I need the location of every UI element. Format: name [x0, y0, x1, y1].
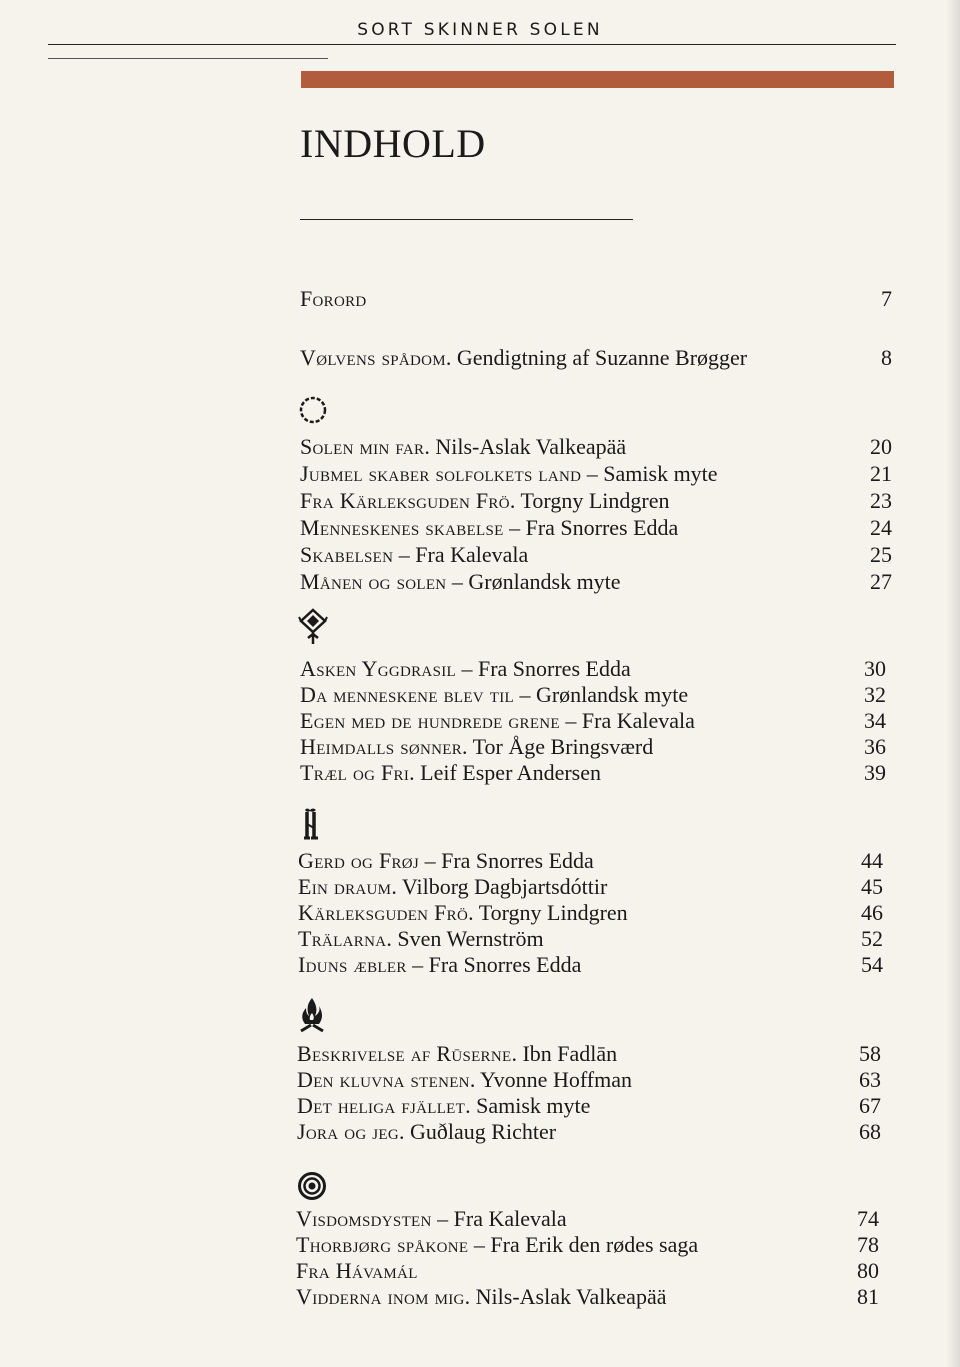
header-rule: [48, 44, 896, 45]
entry-author: Fra Snorres Edda: [441, 848, 594, 873]
entry-title: Thorbjørg spåkone: [296, 1232, 469, 1257]
entry-page: 23: [870, 488, 892, 513]
entry-title: Den kluvna stenen: [297, 1067, 470, 1092]
toc-entry: Månen og solen – Grønlandsk myte 27: [300, 569, 892, 594]
entry-page: 80: [857, 1258, 879, 1283]
entry-author: Nils-Aslak Valkeapää: [435, 434, 627, 459]
entry-page: 24: [870, 515, 892, 540]
entry-page: 7: [881, 286, 892, 311]
page-edge-shadow: [946, 0, 960, 1367]
entry-page: 20: [870, 434, 892, 459]
toc-entry: Trälarna. Sven Wernström 52: [298, 926, 883, 951]
entry-title: Asken Yggdrasil: [300, 656, 456, 681]
toc-entry: Fra Kärleksguden Frö. Torgny Lindgren 23: [300, 488, 892, 513]
entry-author: Guðlaug Richter: [410, 1119, 557, 1144]
toc-entry: Iduns æbler – Fra Snorres Edda 54: [298, 952, 883, 977]
entry-title: Egen med de hundrede grene: [300, 708, 560, 733]
entry-title: Det heliga fjället: [297, 1093, 466, 1118]
rune-symbol-icon: [298, 806, 328, 842]
entry-page: 25: [870, 542, 892, 567]
entry-title: Iduns æbler: [298, 952, 407, 977]
toc-entry: Jora og jeg. Guðlaug Richter 68: [297, 1119, 881, 1144]
eye-symbol-icon: [297, 1171, 327, 1201]
entry-author: Grønlandsk myte: [535, 682, 689, 707]
entry-title: Gerd og Frøj: [298, 848, 420, 873]
toc-entry: Beskrivelse af Rūserne. Ibn Fadlān 58: [297, 1041, 881, 1066]
entry-page: 63: [859, 1067, 881, 1092]
entry-title: Jora og jeg: [297, 1119, 400, 1144]
toc-entry: Den kluvna stenen. Yvonne Hoffman 63: [297, 1067, 881, 1092]
toc-entry: Vølvens spådom. Gendigtning af Suzanne Brøgger 8: [300, 345, 892, 370]
entry-page: 27: [870, 569, 892, 594]
entry-author: Torgny Lindgren: [478, 900, 628, 925]
toc-entry: Skabelsen – Fra Kalevala 25: [300, 542, 892, 567]
entry-author: Yvonne Hoffman: [480, 1067, 632, 1092]
toc-entry: [300, 286, 892, 312]
moon-sun-symbol-icon: [298, 395, 328, 425]
entry-title: Månen og solen: [300, 569, 447, 594]
accent-bar: [301, 71, 894, 88]
entry-author: Gendigtning af Suzanne Brøgger: [456, 345, 748, 370]
entry-title: Vølvens spådom: [300, 345, 446, 370]
running-head: SORT SKINNER SOLEN: [357, 20, 603, 40]
toc-entry: Thorbjørg spåkone – Fra Erik den rødes saga 78: [296, 1232, 879, 1257]
title-rule: [300, 219, 633, 220]
entry-author: Grønlandsk myte: [468, 569, 621, 594]
entry-title: Da menneskene blev til: [300, 682, 514, 707]
entry-page: 34: [864, 708, 886, 733]
entry-author: Torgny Lindgren: [520, 488, 670, 513]
entry-author: Fra Snorres Edda: [428, 952, 582, 977]
entry-title: Skabelsen: [300, 542, 394, 567]
entry-title: Jubmel skaber solfolkets land: [300, 461, 582, 486]
entry-page: 36: [864, 734, 886, 759]
entry-author: Samisk myte: [476, 1093, 591, 1118]
entry-title: Fra Hávamál: [296, 1258, 418, 1283]
entry-page: 68: [859, 1119, 881, 1144]
entry-page: 58: [859, 1041, 881, 1066]
entry-page: 81: [857, 1284, 879, 1309]
entry-author: Fra Kalevala: [453, 1206, 567, 1231]
entry-author: Vilborg Dagbjartsdóttir: [401, 874, 608, 899]
entry-title: Trälarna: [298, 926, 387, 951]
entry-page: 78: [857, 1232, 879, 1257]
entry-title: Menneskenes skabelse: [300, 515, 504, 540]
toc-entry: Visdomsdysten – Fra Kalevala 74: [296, 1206, 879, 1231]
toc-entry: Jubmel skaber solfolkets land – Samisk myte 21: [300, 461, 892, 486]
entry-page: 8: [881, 345, 892, 370]
entry-page: 74: [857, 1206, 879, 1231]
entry-author: Nils-Aslak Valkeapää: [475, 1284, 667, 1309]
toc-entry: Egen med de hundrede grene – Fra Kalevala 34: [300, 708, 886, 733]
entry-author: Fra Kalevala: [415, 542, 529, 567]
entry-page: 32: [864, 682, 886, 707]
fire-symbol-icon: [297, 996, 327, 1034]
toc-entry: Gerd og Frøj – Fra Snorres Edda 44: [298, 848, 883, 873]
entry-page: 45: [861, 874, 883, 899]
toc-entry: Solen min far. Nils-Aslak Valkeapää 20: [300, 434, 892, 459]
entry-page: 54: [861, 952, 883, 977]
toc-entry: Heimdalls sønner. Tor Åge Bringsværd 36: [300, 734, 886, 759]
toc-entry: Vidderna inom mig. Nils-Aslak Valkeapää 81: [296, 1284, 879, 1309]
entry-author: Fra Snorres Edda: [477, 656, 631, 681]
entry-page: 39: [864, 760, 886, 785]
entry-title: Vidderna inom mig: [296, 1284, 465, 1309]
toc-entry: Det heliga fjället. Samisk myte 67: [297, 1093, 881, 1118]
entry-title: Solen min far: [300, 434, 425, 459]
entry-author: Tor Åge Bringsværd: [472, 734, 654, 759]
toc-entry: Da menneskene blev til – Grønlandsk myte 32: [300, 682, 886, 707]
entry-page: 52: [861, 926, 883, 951]
entry-author: Fra Snorres Edda: [525, 515, 679, 540]
entry-page: 44: [861, 848, 883, 873]
entry-title: Fra Kärleksguden Frö: [300, 488, 510, 513]
entry-title: Kärleksguden Frö: [298, 900, 469, 925]
entry-author: Sven Wernström: [397, 926, 544, 951]
toc-entry: [296, 1258, 879, 1284]
entry-page: 46: [861, 900, 883, 925]
entry-author: Ibn Fadlān: [522, 1041, 618, 1066]
toc-entry: Asken Yggdrasil – Fra Snorres Edda 30: [300, 656, 886, 681]
entry-title: Forord: [300, 286, 367, 311]
entry-title: Træl og Fri: [300, 760, 410, 785]
entry-author: Samisk myte: [603, 461, 718, 486]
toc-entry: Træl og Fri. Leif Esper Andersen 39: [300, 760, 886, 785]
toc-entry: Ein draum. Vilborg Dagbjartsdóttir 45: [298, 874, 883, 899]
toc-entry: Menneskenes skabelse – Fra Snorres Edda 24: [300, 515, 892, 540]
tree-symbol-icon: [298, 608, 328, 646]
entry-page: 21: [870, 461, 892, 486]
entry-author: Fra Erik den rødes saga: [490, 1232, 699, 1257]
page-title: INDHOLD: [300, 121, 486, 166]
header-rule-thin: [48, 58, 328, 59]
entry-title: Beskrivelse af Rūserne: [297, 1041, 512, 1066]
entry-title: Ein draum: [298, 874, 392, 899]
entry-title: Visdomsdysten: [296, 1206, 432, 1231]
entry-author: Fra Kalevala: [581, 708, 695, 733]
entry-title: Heimdalls sønner: [300, 734, 463, 759]
entry-page: 30: [864, 656, 886, 681]
entry-page: 67: [859, 1093, 881, 1118]
toc-entry: Kärleksguden Frö. Torgny Lindgren 46: [298, 900, 883, 925]
entry-author: Leif Esper Andersen: [420, 760, 601, 785]
